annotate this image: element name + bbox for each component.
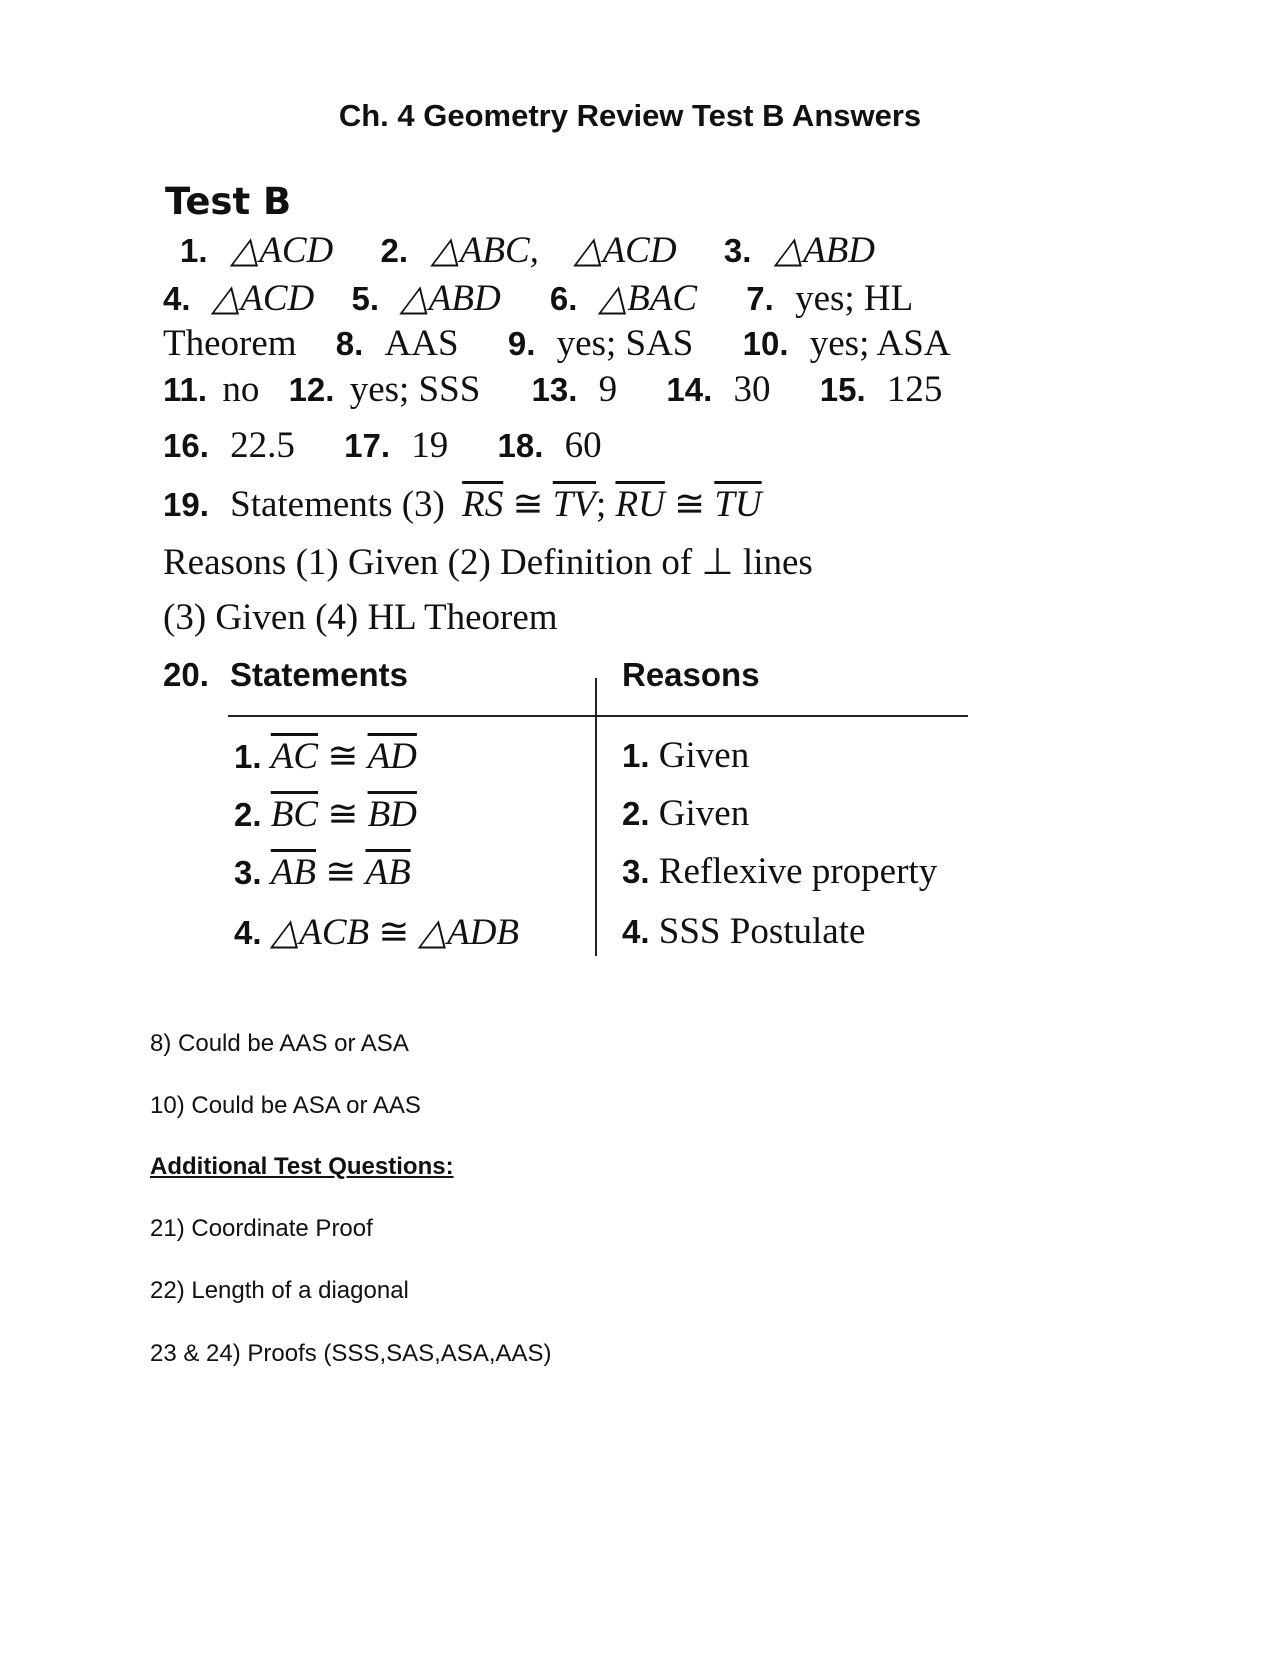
note-21: 21) Coordinate Proof <box>150 1215 373 1242</box>
congruent-symbol: ≅ <box>327 794 359 835</box>
answer-value: △ACD <box>230 230 334 271</box>
q20-statement-4 <box>234 910 519 954</box>
row-number: 1. <box>622 737 650 774</box>
q19-reasons-line-2: (3) Given (4) HL Theorem <box>163 597 558 638</box>
q20-reason-4 <box>622 910 865 953</box>
segment: $\overline{TU}$ <box>714 484 762 525</box>
q20-statement-2 <box>234 792 417 836</box>
row-number: 3. <box>622 853 650 890</box>
answer-value: Theorem <box>163 323 297 364</box>
answer-number: 7. <box>746 280 774 317</box>
segment: $\overline{RS}$ <box>462 484 504 525</box>
reason-text: SSS Postulate <box>658 911 866 952</box>
answer-number: 1. <box>180 232 208 269</box>
answer-number: 4. <box>163 280 191 317</box>
answer-value: 125 <box>886 369 943 410</box>
segment: $\overline{TV}$ <box>552 484 596 525</box>
answer-value: △ABC, <box>431 230 539 271</box>
answer-number: 8. <box>335 325 364 362</box>
answer-number: 12. <box>288 371 335 408</box>
row-number: 2. <box>622 795 650 832</box>
q19-statements <box>163 482 762 526</box>
triangle: △ACB <box>270 912 370 953</box>
section-heading: Test B <box>165 180 292 223</box>
answer-number: 14. <box>666 371 713 408</box>
row-number: 4. <box>234 914 262 951</box>
q20-header <box>163 656 408 694</box>
congruent-symbol: ≅ <box>512 484 544 525</box>
answer-number: 19. <box>163 486 209 523</box>
row-number: 4. <box>622 913 650 950</box>
answer-value: 19 <box>411 425 449 466</box>
q20-statement-1 <box>234 734 417 778</box>
answer-number: 5. <box>351 280 380 317</box>
segment: $\overline{RU}$ <box>615 484 665 525</box>
congruent-symbol: ≅ <box>325 852 357 893</box>
answer-row-3 <box>163 322 951 365</box>
answer-value: 30 <box>733 369 771 410</box>
answer-row-5 <box>163 424 602 467</box>
row-number: 2. <box>234 796 262 833</box>
answer-value: △BAC <box>598 278 698 319</box>
answer-number: 6. <box>549 280 578 317</box>
congruent-symbol: ≅ <box>674 484 706 525</box>
note-10: 10) Could be ASA or AAS <box>150 1092 421 1119</box>
answer-row-1 <box>180 228 875 272</box>
table-column-divider <box>595 678 597 956</box>
reason-text: Reflexive property <box>658 851 938 892</box>
segment: $\overline{AB}$ <box>270 852 316 893</box>
q19-reasons-line-1: Reasons (1) Given (2) Definition of ⊥ lines <box>163 542 813 583</box>
triangle: △ADB <box>418 912 520 953</box>
note-8: 8) Could be AAS or ASA <box>150 1030 409 1057</box>
answer-value: 60 <box>564 425 602 466</box>
segment: $\overline{AB}$ <box>365 852 411 893</box>
additional-heading: Additional Test Questions: <box>150 1153 454 1180</box>
answer-number: 20. <box>163 656 209 693</box>
statements-header: Statements <box>230 656 408 693</box>
answer-value: △ABD <box>400 278 501 319</box>
reasons-header: Reasons <box>622 656 760 693</box>
answer-row-2 <box>163 276 913 320</box>
answer-number: 15. <box>819 371 866 408</box>
answer-value: AAS <box>384 323 459 364</box>
congruent-symbol: ≅ <box>378 912 410 953</box>
answer-number: 11. <box>163 371 208 408</box>
segment: $\overline{BC}$ <box>270 794 319 835</box>
page-title: Ch. 4 Geometry Review Test B Answers <box>338 98 922 133</box>
answer-value: △ACD <box>574 230 677 271</box>
segment: $\overline{BD}$ <box>367 794 417 835</box>
answer-number: 2. <box>380 232 409 269</box>
answer-number: 16. <box>163 427 209 464</box>
segment: $\overline{AC}$ <box>270 736 319 777</box>
q20-reason-1 <box>622 734 749 777</box>
segment: $\overline{AD}$ <box>367 736 417 777</box>
reason-text: Given <box>658 735 750 776</box>
answer-number: 10. <box>742 325 789 362</box>
answer-value: yes; HL <box>795 278 914 319</box>
answer-number: 13. <box>531 371 578 408</box>
note-23-24: 23 & 24) Proofs (SSS,SAS,ASA,AAS) <box>150 1340 552 1367</box>
answer-value: △ACD <box>211 278 315 319</box>
reason-text: Given <box>658 793 750 834</box>
answer-number: 9. <box>507 325 536 362</box>
q20-reason-2 <box>622 792 749 835</box>
answer-number: 18. <box>497 427 544 464</box>
answer-value: yes; SAS <box>556 323 694 364</box>
q20-reason-3 <box>622 850 937 893</box>
answer-number: 3. <box>723 232 752 269</box>
answer-value: 9 <box>598 369 618 410</box>
answer-row-4 <box>163 368 942 411</box>
answer-value: △ABD <box>774 230 876 271</box>
q19-statements-prefix: Statements (3) <box>230 484 445 525</box>
answer-number: 17. <box>344 427 390 464</box>
answer-value: yes; SSS <box>349 369 481 410</box>
separator: ; <box>595 484 607 525</box>
note-22: 22) Length of a diagonal <box>150 1277 409 1304</box>
table-header-divider <box>228 715 968 717</box>
answer-value: no <box>222 369 260 410</box>
row-number: 1. <box>234 738 262 775</box>
answer-value: yes; ASA <box>809 323 951 364</box>
congruent-symbol: ≅ <box>327 736 359 777</box>
row-number: 3. <box>234 854 262 891</box>
answer-value: 22.5 <box>230 425 295 466</box>
q20-statement-3 <box>234 850 411 894</box>
